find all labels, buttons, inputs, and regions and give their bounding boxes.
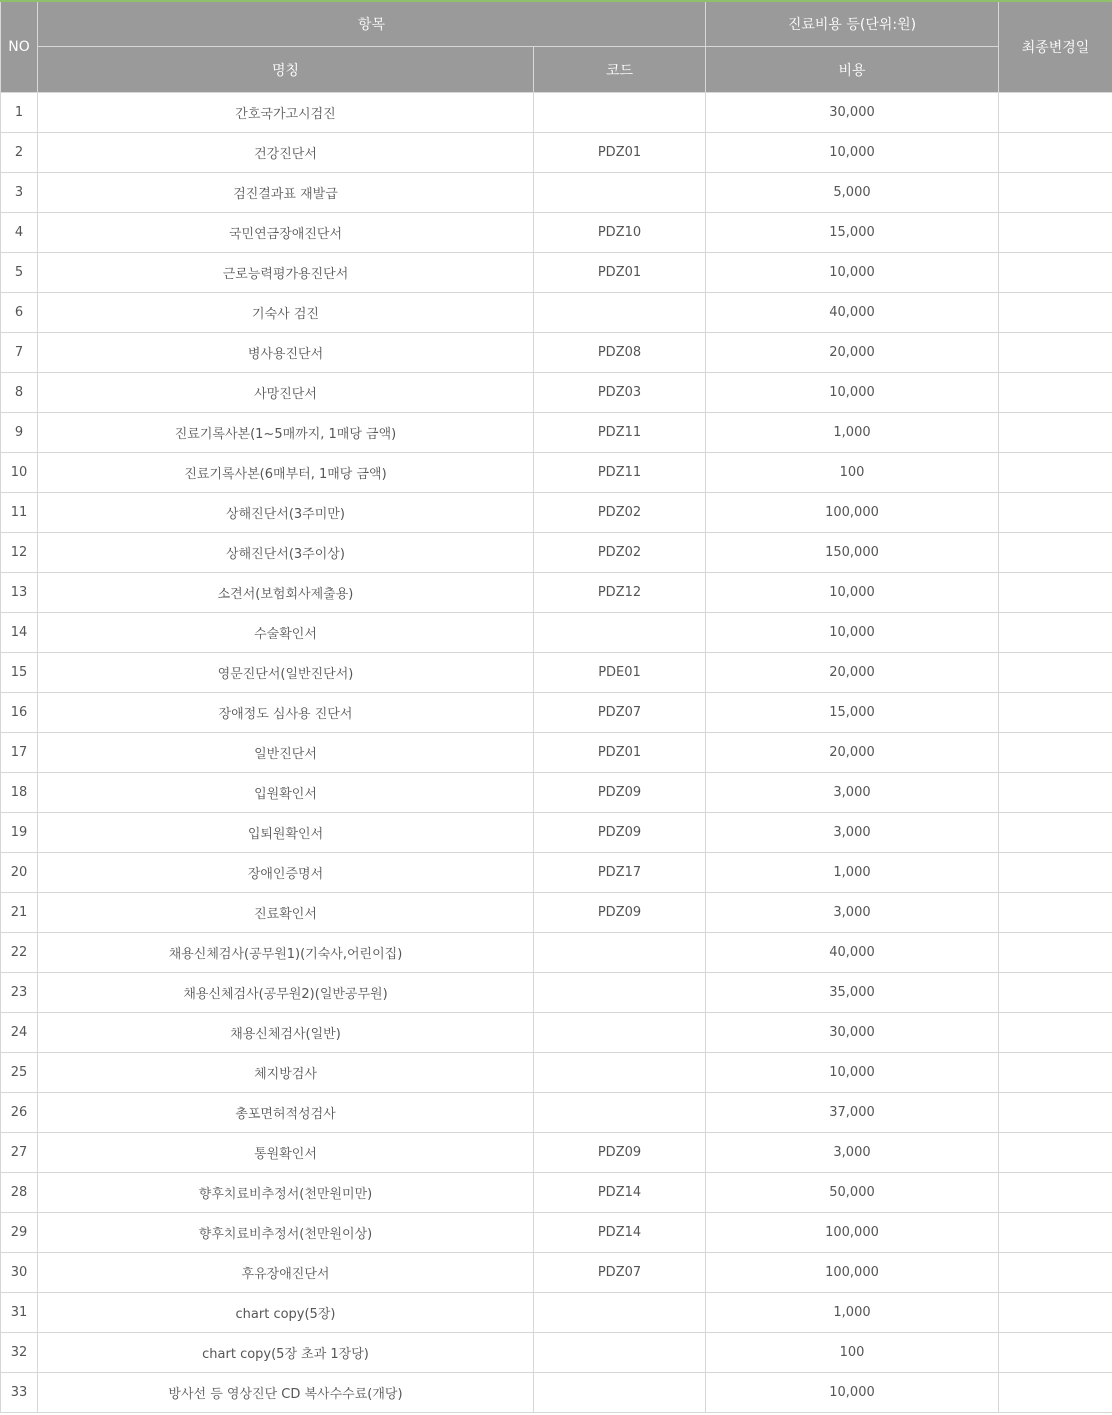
cell-no: 29 [1,1213,38,1253]
cell-cost: 40,000 [706,293,999,333]
cell-last-changed [999,973,1112,1013]
table-row [1,253,1112,293]
table-row [1,1373,1112,1413]
table-row [1,1253,1112,1293]
cell-code: PDZ14 [534,1213,706,1253]
cell-last-changed [999,373,1112,413]
cell-cost: 20,000 [706,333,999,373]
cell-cost: 100,000 [706,1253,999,1293]
cell-no: 16 [1,693,38,733]
cell-cost: 10,000 [706,573,999,613]
cell-cost: 30,000 [706,93,999,133]
cell-cost: 20,000 [706,733,999,773]
table-row [1,893,1112,933]
cell-name: chart copy(5장) [38,1293,534,1333]
header-item-group: 항목 [38,1,706,47]
cell-no: 33 [1,1373,38,1413]
cell-no: 19 [1,813,38,853]
table-row [1,1053,1112,1093]
cell-no: 9 [1,413,38,453]
table-row [1,293,1112,333]
cell-cost: 15,000 [706,693,999,733]
cell-last-changed [999,573,1112,613]
table-row [1,573,1112,613]
cell-no: 21 [1,893,38,933]
cell-cost: 1,000 [706,853,999,893]
cell-code: PDZ09 [534,773,706,813]
cell-no: 6 [1,293,38,333]
cell-cost: 10,000 [706,1053,999,1093]
cell-cost: 150,000 [706,533,999,573]
cell-last-changed [999,1293,1112,1333]
cell-name: 검진결과표 재발급 [38,173,534,213]
cell-name: 총포면허적성검사 [38,1093,534,1133]
cell-name: chart copy(5장 초과 1장당) [38,1333,534,1373]
cell-name: 장애정도 심사용 진단서 [38,693,534,733]
cell-name: 국민연금장애진단서 [38,213,534,253]
cell-last-changed [999,93,1112,133]
cell-last-changed [999,733,1112,773]
cell-name: 채용신체검사(공무원1)(기숙사,어린이집) [38,933,534,973]
cell-cost: 10,000 [706,1373,999,1413]
table-row [1,773,1112,813]
cell-name: 상해진단서(3주미만) [38,493,534,533]
table-row [1,733,1112,773]
cell-last-changed [999,453,1112,493]
cell-no: 18 [1,773,38,813]
cell-cost: 100 [706,1333,999,1373]
cell-last-changed [999,693,1112,733]
cell-code: PDZ17 [534,853,706,893]
cell-no: 3 [1,173,38,213]
cell-name: 방사선 등 영상진단 CD 복사수수료(개당) [38,1373,534,1413]
cell-name: 입퇴원확인서 [38,813,534,853]
cell-cost: 100 [706,453,999,493]
table-row [1,453,1112,493]
cell-cost: 10,000 [706,373,999,413]
cell-name: 후유장애진단서 [38,1253,534,1293]
cell-no: 4 [1,213,38,253]
table-row [1,853,1112,893]
cell-name: 체지방검사 [38,1053,534,1093]
table-row [1,173,1112,213]
table-row [1,333,1112,373]
cell-code: PDZ10 [534,213,706,253]
header-code: 코드 [534,47,706,93]
cell-cost: 1,000 [706,413,999,453]
cell-code: PDZ02 [534,533,706,573]
cell-cost: 50,000 [706,1173,999,1213]
cell-name: 간호국가고시검진 [38,93,534,133]
cell-no: 24 [1,1013,38,1053]
table-row [1,133,1112,173]
cell-code: PDZ07 [534,693,706,733]
cell-no: 20 [1,853,38,893]
cell-cost: 1,000 [706,1293,999,1333]
cell-code [534,1013,706,1053]
table-row [1,973,1112,1013]
cell-code: PDZ03 [534,373,706,413]
cell-name: 진료기록사본(1~5매까지, 1매당 금액) [38,413,534,453]
cell-last-changed [999,653,1112,693]
cell-name: 기숙사 검진 [38,293,534,333]
cell-code: PDZ14 [534,1173,706,1213]
cell-no: 13 [1,573,38,613]
cell-no: 17 [1,733,38,773]
cell-cost: 40,000 [706,933,999,973]
cell-cost: 20,000 [706,653,999,693]
table-row [1,813,1112,853]
cell-code: PDZ02 [534,493,706,533]
cell-last-changed [999,493,1112,533]
cell-code: PDZ01 [534,733,706,773]
cell-last-changed [999,1093,1112,1133]
cell-last-changed [999,813,1112,853]
table-row [1,1293,1112,1333]
header-name: 명칭 [38,47,534,93]
cell-code: PDZ09 [534,813,706,853]
cell-cost: 10,000 [706,253,999,293]
cell-cost: 35,000 [706,973,999,1013]
cell-no: 5 [1,253,38,293]
cell-last-changed [999,933,1112,973]
cell-code [534,293,706,333]
cell-cost: 100,000 [706,1213,999,1253]
cell-code [534,1333,706,1373]
cell-name: 상해진단서(3주이상) [38,533,534,573]
cell-code: PDZ08 [534,333,706,373]
cell-last-changed [999,1173,1112,1213]
table-row [1,1013,1112,1053]
cell-no: 26 [1,1093,38,1133]
header-row-top [1,1,1112,47]
cell-no: 7 [1,333,38,373]
cell-no: 30 [1,1253,38,1293]
cell-last-changed [999,1053,1112,1093]
table-row [1,493,1112,533]
cell-last-changed [999,773,1112,813]
cell-no: 23 [1,973,38,1013]
table-row [1,1333,1112,1373]
header-last-changed: 최종변경일 [999,1,1112,93]
cell-name: 향후치료비추정서(천만원이상) [38,1213,534,1253]
cell-last-changed [999,1133,1112,1173]
cell-no: 22 [1,933,38,973]
table-row [1,413,1112,453]
cell-name: 사망진단서 [38,373,534,413]
header-no: NO [1,1,38,93]
cell-name: 통원확인서 [38,1133,534,1173]
cell-name: 진료확인서 [38,893,534,933]
cell-code [534,93,706,133]
cell-name: 건강진단서 [38,133,534,173]
cell-no: 25 [1,1053,38,1093]
cell-code [534,973,706,1013]
cell-no: 14 [1,613,38,653]
cell-name: 소견서(보험회사제출용) [38,573,534,613]
cell-name: 진료기록사본(6매부터, 1매당 금액) [38,453,534,493]
cell-cost: 3,000 [706,773,999,813]
cell-no: 31 [1,1293,38,1333]
cell-cost: 10,000 [706,133,999,173]
cell-name: 향후치료비추정서(천만원미만) [38,1173,534,1213]
cell-last-changed [999,1013,1112,1053]
cell-code: PDZ11 [534,413,706,453]
cell-name: 장애인증명서 [38,853,534,893]
cell-last-changed [999,893,1112,933]
cell-code [534,173,706,213]
cell-last-changed [999,293,1112,333]
cell-code: PDZ01 [534,253,706,293]
cell-last-changed [999,533,1112,573]
cell-code: PDZ12 [534,573,706,613]
cell-code [534,933,706,973]
cell-name: 입원확인서 [38,773,534,813]
cell-cost: 3,000 [706,893,999,933]
table-row [1,933,1112,973]
table-row [1,213,1112,253]
table-row [1,693,1112,733]
table-row [1,373,1112,413]
table-body [1,93,1112,1413]
cell-code: PDZ09 [534,1133,706,1173]
table-row [1,1173,1112,1213]
cell-no: 27 [1,1133,38,1173]
cell-cost: 3,000 [706,1133,999,1173]
cell-cost: 3,000 [706,813,999,853]
cell-code [534,1373,706,1413]
cell-last-changed [999,413,1112,453]
cell-last-changed [999,333,1112,373]
cell-code [534,1093,706,1133]
cell-no: 28 [1,1173,38,1213]
cell-last-changed [999,1333,1112,1373]
cell-cost: 5,000 [706,173,999,213]
cell-code [534,613,706,653]
cell-no: 2 [1,133,38,173]
cell-no: 10 [1,453,38,493]
header-row-bottom [1,47,1112,93]
header-cost-group: 진료비용 등(단위:원) [706,1,999,47]
cell-no: 32 [1,1333,38,1373]
cell-code: PDZ01 [534,133,706,173]
cell-name: 일반진단서 [38,733,534,773]
cell-last-changed [999,133,1112,173]
cell-last-changed [999,213,1112,253]
cell-last-changed [999,1213,1112,1253]
cell-cost: 30,000 [706,1013,999,1053]
cell-code: PDZ07 [534,1253,706,1293]
cell-no: 1 [1,93,38,133]
cell-name: 채용신체검사(공무원2)(일반공무원) [38,973,534,1013]
cell-name: 병사용진단서 [38,333,534,373]
cell-last-changed [999,1253,1112,1293]
header-cost: 비용 [706,47,999,93]
cell-code: PDZ09 [534,893,706,933]
cell-cost: 10,000 [706,613,999,653]
table-row [1,1133,1112,1173]
cell-last-changed [999,1373,1112,1413]
cell-name: 근로능력평가용진단서 [38,253,534,293]
cell-no: 15 [1,653,38,693]
cell-no: 12 [1,533,38,573]
cell-name: 채용신체검사(일반) [38,1013,534,1053]
table-row [1,653,1112,693]
cell-last-changed [999,853,1112,893]
cell-no: 11 [1,493,38,533]
table-row [1,533,1112,573]
cell-name: 수술확인서 [38,613,534,653]
table-row [1,1093,1112,1133]
cell-code [534,1293,706,1333]
cell-cost: 100,000 [706,493,999,533]
cell-code: PDZ11 [534,453,706,493]
cell-last-changed [999,253,1112,293]
cell-code [534,1053,706,1093]
cell-code: PDE01 [534,653,706,693]
table-row [1,93,1112,133]
cell-last-changed [999,613,1112,653]
table-row [1,613,1112,653]
cell-cost: 37,000 [706,1093,999,1133]
cell-name: 영문진단서(일반진단서) [38,653,534,693]
cell-last-changed [999,173,1112,213]
cell-no: 8 [1,373,38,413]
table-row [1,1213,1112,1253]
table-header [1,1,1112,93]
cell-cost: 15,000 [706,213,999,253]
